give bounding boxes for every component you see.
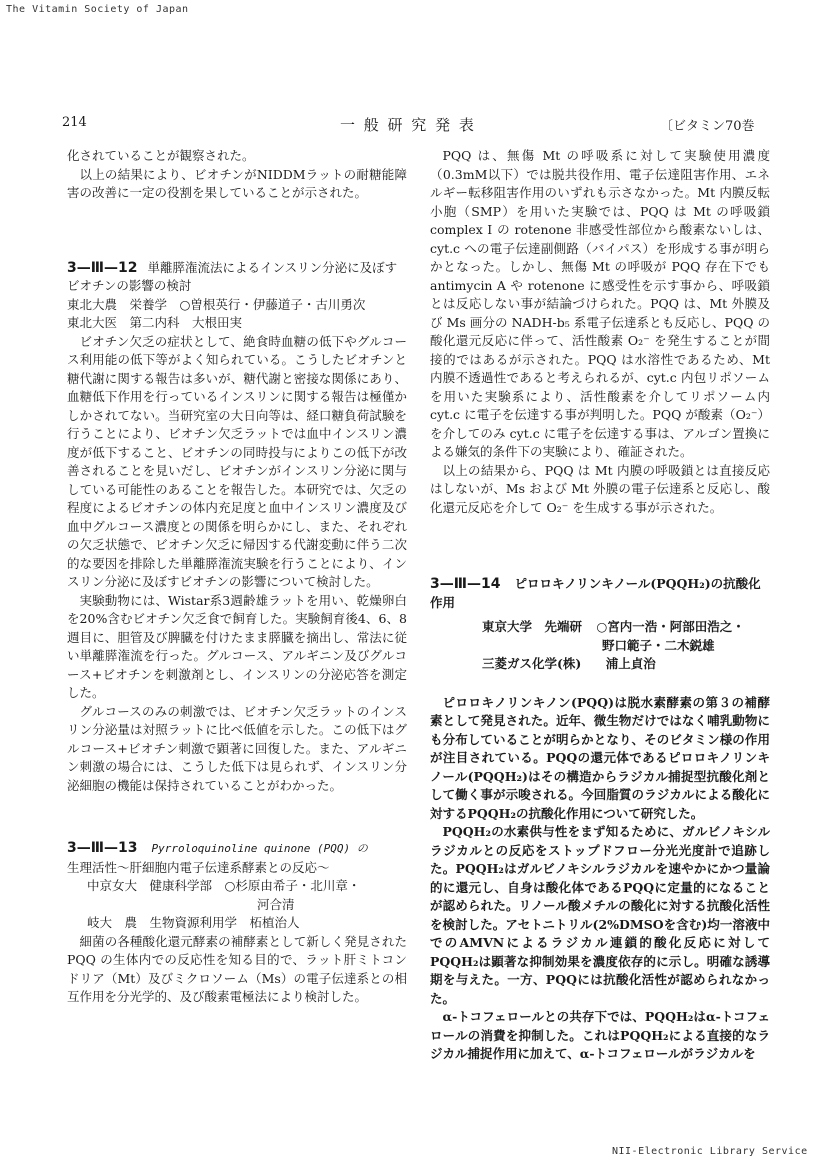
running-title: 一 般 研 究 発 表 bbox=[340, 116, 476, 134]
affiliation-1 bbox=[430, 618, 770, 637]
continued-text: 化されていることが観察された。 bbox=[67, 148, 255, 163]
left-column bbox=[67, 147, 407, 1007]
affiliation-2 bbox=[430, 655, 770, 674]
journal-volume: 〔ビタミン70巻 bbox=[660, 119, 755, 134]
paragraph: 以上の結果から、PQQ は Mt 内膜の呼吸鎖とは直接反応はしないが、Ms および Mt 外膜の電子伝達系と反応し、酸化還元反応を介して O₂⁻ を生成する事が示された。 bbox=[430, 462, 770, 515]
paragraph: PQQ は、無傷 Mt の呼吸系に対して実験使用濃度（0.3mM以下）では脱共役作用、電子伝達阻害作用、エネルギー転移阻害作用のいずれも示さなかった。Mt 内膜反転小胞（SMP）を用いた実験では、PQQ は Mt の呼吸鎖 complex Ⅰ の rotenone 非感受性部位から酸素ないしは、cyt.c への電子伝達副側路（バイパス）を形成する事が明らかとなった。しかし、無傷 Mt の呼吸が PQQ 存在下でも antimycin A や rotenone に感受性を示す事から、呼吸鎖とは反応しない事が結論づけられた。PQQ は、Mt 外膜及び Ms 画分の NADH-b₅ 系電子伝達系とも反応し、PQQ の酸化還元反応に伴って、活性酸素 O₂⁻ を発生することが間接的ではあるが示された。PQQ は水溶性であるため、Mt 内膜不透過性であると考えられるが、cyt.c 内包リポソームを用いた実験系により、活性酸素を介してリポソーム内 cyt.c に電子を伝達する事が判明した。PQQ が酸素（O₂⁻）を介してのみ cyt.c に電子を伝達する事は、アルゴン置換による嫌気的条件下の実験により、確証された。 bbox=[430, 148, 770, 459]
section-number: 3—Ⅲ—12 bbox=[67, 259, 138, 276]
affiliation-1-cont: 河合清 bbox=[257, 896, 295, 912]
page-number: 214 bbox=[62, 115, 87, 130]
right-column bbox=[430, 147, 770, 1064]
section-heading bbox=[67, 259, 407, 296]
affiliation-1: 東北大農 栄養学 ○曽根英行・伊藤道子・古川勇次 bbox=[67, 296, 366, 312]
continued-conclusion: 以上の結果により、ビオチンがNIDDMラットの耐糖能障害の改善に一定の役割を果していることが示された。 bbox=[67, 166, 407, 200]
affiliation-2-org: 三菱ガス化学(株) bbox=[482, 656, 582, 671]
watermark-top: The Vitamin Society of Japan bbox=[6, 4, 189, 15]
section-3-III-14 bbox=[430, 575, 770, 1064]
paragraph: グルコースのみの刺激では、ビオチン欠乏ラットのインスリン分泌量は対照ラットに比べ低値を示した。この低下はグルコース+ビオチン刺激で顕著に回復した。また、アルギニン刺激の場合には、こうした低下は見られず、インスリン分泌細胞の機能は保持されていることがわかった。 bbox=[67, 703, 407, 793]
paragraph: PQQH₂の水素供与性をまず知るために、ガルビノキシルラジカルとの反応をストップドフロー分光光度計で追跡した。PQQH₂はガルビノキシルラジカルを速やかにかつ量論的に還元し、自身は酸化体であるPQQに定量的になることが認められた。リノール酸メチルの酸化に対する抗酸化活性を検討した。アセトニトリル(2%DMSOを含む)均一溶液中でのAMVNによるラジカル連鎖的酸化反応に対してPQQH₂は顕著な抑制効果を濃度依存的に示し。明確な誘導期を与えた。一方、PQQには抗酸化活性が認められなかった。 bbox=[430, 824, 770, 1006]
affiliation-2: 東北大医 第二内科 大根田実 bbox=[67, 315, 243, 330]
section-number: 3—Ⅲ—13 bbox=[67, 840, 138, 856]
section-title: ピロロキノリンキノール(PQQH₂)の抗酸化作用 bbox=[430, 576, 761, 610]
section-number: 3—Ⅲ—14 bbox=[430, 576, 501, 592]
section-title: 単離膵潅流法によるインスリン分泌に及ぼすビオチンの影響の検討 bbox=[67, 259, 398, 293]
section-title-en: Pyrroloquinoline quinone (PQQ) の bbox=[151, 842, 368, 855]
paragraph: ピロロキノリンキノン(PQQ)は脱水素酵素の第３の補酵素として発見された。近年、微生物だけではなく哺乳動物にも分布していることが明らかとなり、そのビタミン様の作用が注目されている。PQQの還元体であるピロロキノリンキノール(PQQH₂)はその構造からラジカル捕捉型抗酸化剤として働く事が示唆される。今回脂質のラジカルによる酸化に対するPQQH₂の抗酸化作用について研究した。 bbox=[430, 694, 770, 821]
paragraph: 細菌の各種酸化還元酵素の補酵素として新しく発見された PQQ の生体内での反応性を知る目的で、ラット肝ミトコンドリア（Mt）及びミクロソーム（Ms）の電子伝達系との相互作用を分光学的、及び酸素電極法により検討した。 bbox=[67, 933, 407, 1004]
section-3-III-12 bbox=[67, 259, 407, 796]
affiliation-1-authors-cont: 野口範子・二木鋭雄 bbox=[602, 637, 715, 653]
section-heading bbox=[67, 839, 407, 859]
paragraph: ビオチン欠乏の症状として、絶食時血糖の低下やグルコース利用能の低下等がよく知られている。こうしたビオチンと糖代謝に関する報告は多いが、糖代謝と密接な関係にあり、血糖低下作用を行っているインスリンに関する報告は極僅かしかされてない。当研究室の大日向等は、経口糖負荷試験を行うことにより、ビオチン欠乏ラットでは血中インスリン濃度が低下すること、ビオチンの同時投与によりこの低下が改善されることを見いだし、ビオチンがインスリン分泌に関与している可能性のあることを報告した。本研究では、欠乏の程度によるビオチンの体内充足度と血中インスリン濃度及び血中グルコース濃度との関係を明らかにし、また、それぞれの欠乏状態で、ビオチン欠乏に帰因する代謝変動に伴う二次的な要因を排除した単離膵潅流実験を行うことにより、インスリン分泌に及ぼすビオチンの影響について検討した。 bbox=[67, 333, 407, 589]
section-3-III-13 bbox=[67, 839, 407, 1007]
paragraph: α-トコフェロールとの共存下では、PQQH₂はα-トコフェロールの消費を抑制した。これはPQQH₂による直接的なラジカル捕捉作用に加えて、α-トコフェロールがラジカルを bbox=[430, 1009, 770, 1061]
paragraph: 実験動物には、Wistar系3週齢雄ラットを用い、乾燥卵白を20%含むビオチン欠乏食で飼育した。実験飼育後4、6、8週目に、胆管及び脾臓を付けたまま膵臓を摘出し、常法に従い単離膵潅流を行った。グルコース、アルギニン及びグルコース+ビオチンを刺激剤とし、インスリンの分泌応答を測定した。 bbox=[67, 592, 407, 700]
affiliation-1-authors: ○宮内一浩・阿部田浩之・ bbox=[596, 619, 745, 634]
affiliation-2: 岐大 農 生物資源利用学 柘植治人 bbox=[87, 915, 300, 930]
section-heading bbox=[430, 575, 770, 612]
watermark-bottom: NII-Electronic Library Service bbox=[612, 1146, 808, 1157]
affiliation-2-authors: 浦上貞治 bbox=[605, 656, 656, 671]
affiliation-1: 中京女大 健康科学部 ○杉原由希子・北川章・ bbox=[87, 878, 361, 893]
section-title-jp: 生理活性〜肝細胞内電子伝達系酵素との反応〜 bbox=[67, 859, 330, 875]
affiliation-1-org: 東京大学 先端研 bbox=[482, 619, 583, 634]
